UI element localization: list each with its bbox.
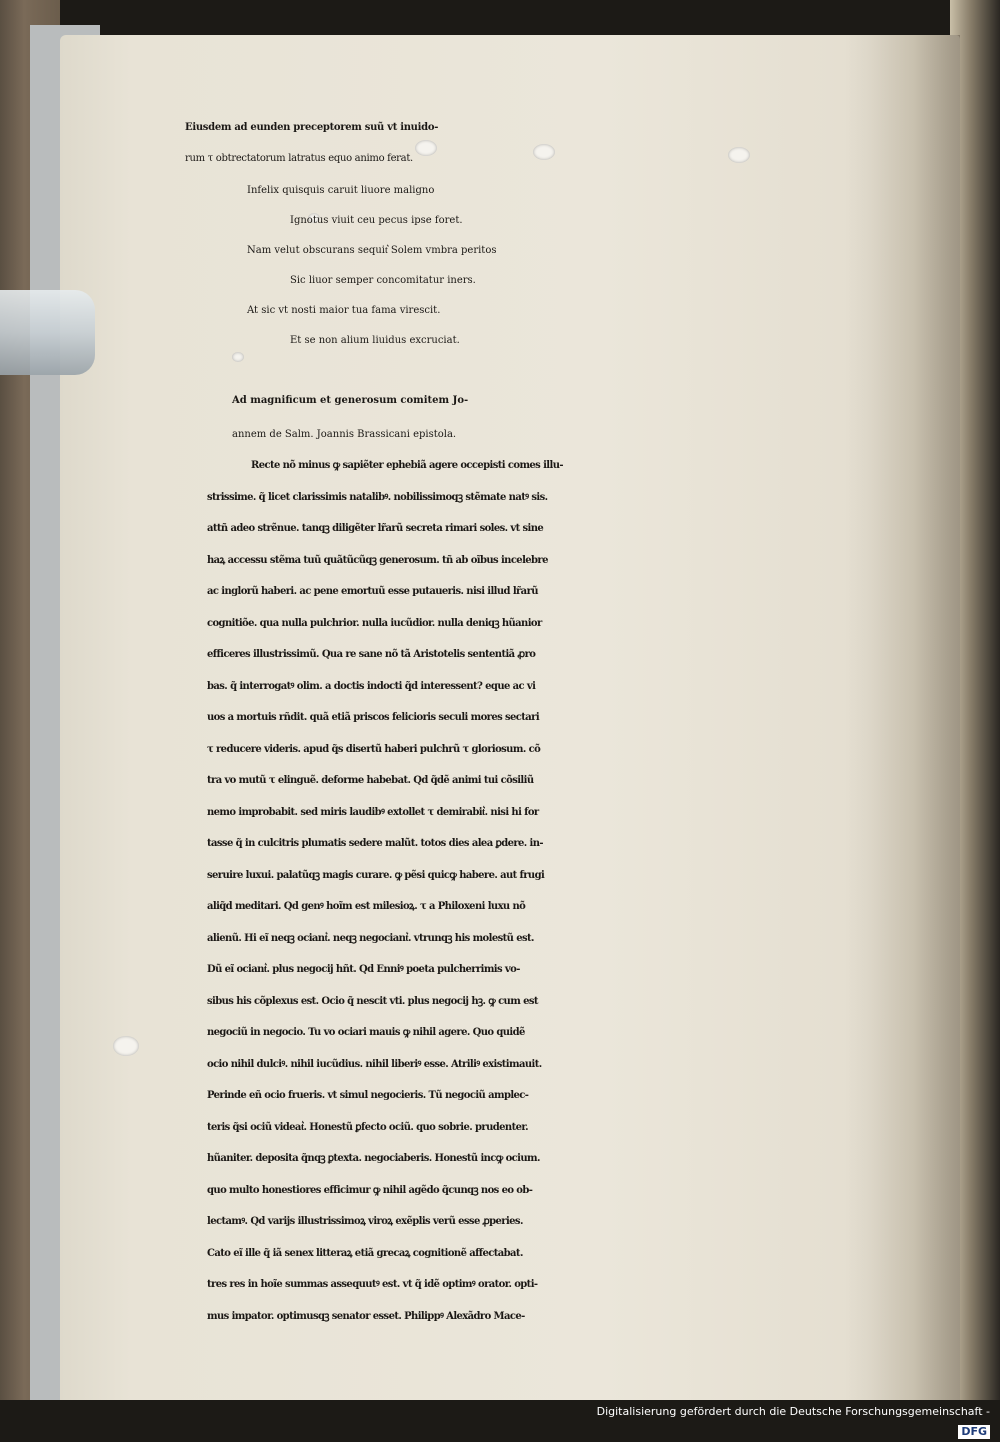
text-line: efficeres illustrissimũ. Qua re sane nõ tã Aristotelis sententiã ꝓro (207, 649, 536, 660)
text-line: attñ adeo strẽnue. tanqꝫ diligẽter lr̃arũ secreta rimari soles. vt sine (207, 523, 544, 534)
worm-hole (113, 1036, 139, 1056)
text-line: Dũ eĩ ociant͛. plus negocij hñt. Qd Enniꝰ poeta pulcherrimis vo- (207, 964, 520, 975)
poem (185, 176, 895, 356)
digitization-credit (580, 1402, 990, 1438)
poem-line: Infelix quisquis caruit liuore maligno (247, 185, 435, 196)
text-line: ocio nihil dulciꝰ. nihil iucũdius. nihil liberiꝰ esse. Atriliꝰ existimauit. (207, 1058, 542, 1070)
poem-line: At sic vt nosti maior tua fama virescit. (247, 305, 441, 316)
credit-text: Digitalisierung gefördert durch die Deutsche Forschungsgemeinschaft - (596, 1405, 990, 1418)
text-line: lectamꝰ. Qd varijs illustrissimoꝝ viroꝝ exẽplis verũ esse ꝓperies. (207, 1216, 523, 1227)
poem-line: Et se non alium liuidus excruciat. (290, 335, 460, 346)
epistle-heading-continuation: annem de Salm. Joannis Brassicani epistola. (232, 429, 457, 440)
poem-line: Sic liuor semper concomitatur iners. (290, 275, 476, 286)
dfg-logo: DFG (958, 1425, 990, 1439)
poem-heading: Eiusdem ad eunden preceptorem suũ vt inuido- (185, 122, 439, 133)
text-line: bas. q̃ interrogatꝰ olim. a doctis indocti q̃d interessent? eque ac vi (207, 680, 536, 692)
text-line: strissime. q̃ licet clarissimis natalibꝰ. nobilissimoqꝫ stẽmate natꝰ sis. (207, 491, 548, 503)
text-line: τ reducere videris. apud q̃s disertũ haberi pulchrũ τ gloriosum. cõ (207, 743, 541, 755)
text-line: quo multo honestiores efficimur ꝙ nihil agẽdo q̃cunqꝫ nos eo ob- (207, 1184, 533, 1196)
text-line: mus impator. optimusqꝫ senator esset. Philippꝰ Alexãdro Mace- (207, 1310, 525, 1322)
page-clip (0, 290, 95, 375)
text-line: nemo improbabit. sed miris laudibꝰ extollet τ demirabit͛. nisi hi for (207, 806, 539, 818)
text-line: uos a mortuis rñdit. quã etiã priscos felicioris seculi mores sectari (207, 712, 540, 723)
poem-line: Nam velut obscurans sequit͛ Solem vmbra peritos (247, 245, 497, 256)
text-line: seruire luxui. palatũqꝫ magis curare. ꝙ pẽsi quicꝙ habere. aut frugi (207, 869, 545, 881)
text-line: aliq̃d meditari. Qd genꝰ hoĩm est milesioꝝ. τ a Philoxeni luxu nõ (207, 901, 526, 912)
text-line: tasse q̃ in culcitris plumatis sedere malũt. totos dies alea ꝑdere. in- (207, 838, 543, 849)
text-line: tres res in hoĩe summas assequutꝰ est. vt q̃ idẽ optimꝰ orator. opti- (207, 1279, 538, 1290)
text-line: sibus his cõplexus est. Ocio q̃ nescit vti. plus negocij hꝫ. ꝙ cum est (207, 995, 538, 1007)
text-line: cognitiõe. qua nulla pulchrior. nulla iucũdior. nulla deniqꝫ hũanior (207, 617, 542, 629)
poem-heading-continuation: rum τ obtrectatorum latratus equo animo ferat. (185, 153, 413, 164)
poem-line: Ignotus viuit ceu pecus ipse foret. (290, 215, 463, 226)
text-line: haꝝ accessu stẽma tuũ quãtũcũqꝫ generosum. tñ ab oĩbus incelebre (207, 554, 548, 566)
text-line: Perinde eñ ocio frueris. vt simul negocieris. Tũ negociũ amplec- (207, 1090, 529, 1101)
text-line: negociũ in negocio. Tu vo ociari mauis ꝙ nihil agere. Quo quidẽ (207, 1027, 525, 1038)
text-line: alienũ. Hi eĩ neqꝫ ociant͛. neqꝫ negociant͛. vtrunqꝫ his molestũ est. (207, 932, 534, 944)
text-line: Cato eĩ ille q̃ iã senex litteraꝝ etiã grecaꝝ cognitionẽ affectabat. (207, 1247, 523, 1259)
text-line: hũaniter. deposita q̃nqꝫ ꝑtexta. negociaberis. Honestũ incꝙ ocium. (207, 1153, 540, 1164)
text-line: tra vo mutũ τ elinguẽ. deforme habebat. Qd q̃dẽ animi tui cõsiliũ (207, 775, 534, 786)
text-line: ac inglorũ haberi. ac pene emortuũ esse putaueris. nisi illud lr̃arũ (207, 586, 538, 597)
page-text (185, 110, 895, 1332)
epistle-text (207, 450, 895, 1332)
text-line: teris q̃si ociũ videat͛. Honestũ ꝑfecto ociũ. quo sobrie. prudenter. (207, 1121, 528, 1133)
epistle-heading: Ad magnificum et generosum comitem Jo- (232, 395, 469, 406)
text-line: Recte nõ minus ꝙ sapiẽter ephebiã agere occepisti comes illu- (251, 460, 563, 471)
